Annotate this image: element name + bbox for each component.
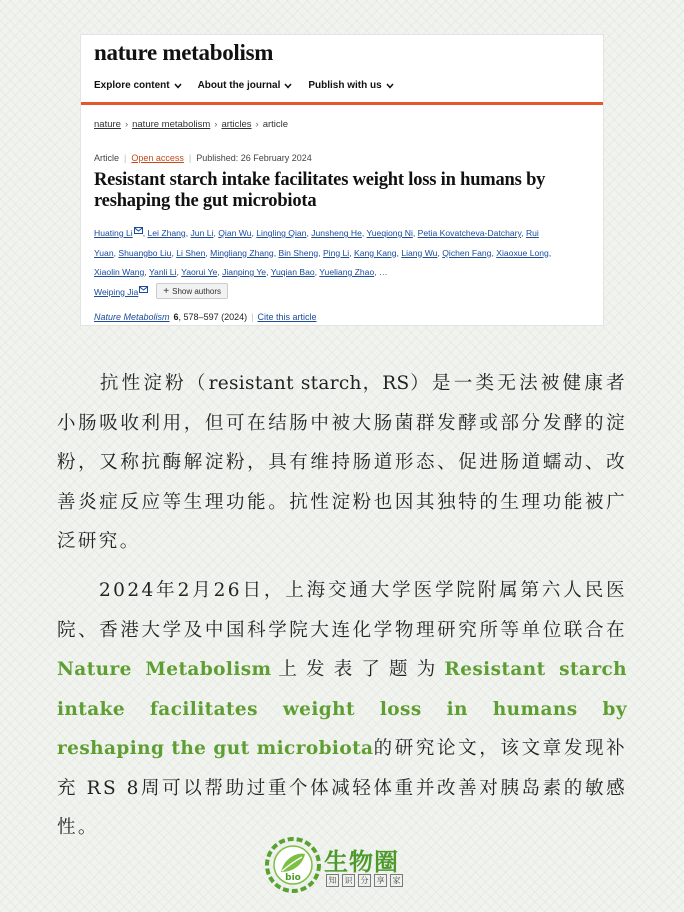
breadcrumb-separator: › [255, 119, 259, 130]
leaf-circle-bio-logo [264, 836, 322, 894]
footer-brand-logo [264, 836, 424, 896]
breadcrumb [94, 119, 288, 130]
author-link[interactable]: Yaorui Ye [181, 267, 218, 277]
citation-pages: , 578–597 (2024) [178, 312, 248, 322]
citation-divider: | [251, 312, 254, 322]
authors-ellipsis: … [379, 267, 388, 277]
tagline-char: 享 [374, 874, 387, 887]
author-link[interactable]: Rui Yuan [94, 228, 539, 258]
cite-this-article-link[interactable]: Cite this article [257, 312, 317, 322]
study-paragraph: 2024年2月26日，上海交通大学医学院附属第六人民医院、香港大学及中国科学院大连化学物理研究所等单位联合在Nature Metabolism上发表了题为Resistant starch intake facilitates weight loss in humans by reshaping the gut microbiota的研究论文，该文章发现补充 RS 8周可以帮助过重个体减轻体重并改善对胰岛素的敏感性。 [57, 580, 627, 838]
author-link[interactable]: Mingliang Zhang [210, 247, 274, 258]
author-link[interactable]: Petia Kovatcheva-Datchary [417, 228, 522, 238]
brand-name: 生物圈 [324, 848, 399, 876]
envelope-icon[interactable] [134, 227, 143, 234]
author-link[interactable]: Qian Wu [218, 228, 252, 238]
journal-logo[interactable]: nature metabolism [94, 40, 274, 65]
breadcrumb-separator: › [124, 119, 129, 130]
journal-nav [94, 80, 394, 91]
tagline-char: 知 [326, 874, 339, 887]
article-title: Resistant starch intake facilitates weight loss in humans by reshaping the gut microbiota [94, 170, 546, 211]
show-authors-button[interactable]: + Show authors [156, 283, 228, 299]
chevron-down-icon [284, 83, 292, 89]
article-type: Article [94, 153, 120, 163]
intro-paragraph: 抗性淀粉（resistant starch，RS）是一类无法被健康者小肠吸收利用，但可在结肠中被大肠菌群发酵或部分发酵的淀粉，又称抗酶解淀粉，具有维持肠道形态、促进肠道蠕动、改善炎症反应等生理功能。抗性淀粉也因其独特的生理功能被广泛研究。 [57, 373, 627, 552]
envelope-icon[interactable] [139, 286, 148, 293]
author-link[interactable]: Qichen Fang [442, 247, 492, 258]
author-link[interactable]: Li Shen [176, 247, 206, 258]
breadcrumb-nature-metabolism[interactable]: nature metabolism [132, 119, 211, 130]
author-link[interactable]: Junsheng He [311, 228, 362, 238]
nav-explore-content[interactable]: Explore content [94, 80, 182, 91]
chevron-down-icon [386, 83, 394, 89]
author-link[interactable]: Shuangbo Liu [118, 247, 172, 258]
author-link[interactable]: Xiaoxue Long [496, 247, 549, 258]
breadcrumb-articles[interactable]: articles [221, 119, 252, 130]
author-link[interactable]: Liang Wu [401, 247, 438, 258]
author-link[interactable]: Jun Li [190, 228, 214, 238]
author-link[interactable]: Huating Li [94, 228, 133, 238]
article-meta [94, 153, 312, 163]
author-link[interactable]: Lei Zhang [147, 228, 186, 238]
author-link[interactable]: Yueqiong Ni [366, 228, 413, 238]
breadcrumb-current: article [262, 119, 289, 130]
author-link[interactable]: Xiaolin Wang [94, 267, 145, 277]
published-date: Published: 26 February 2024 [196, 153, 312, 163]
citation-line [94, 312, 316, 322]
author-link[interactable]: Lingling Qian [256, 228, 307, 238]
brand-tagline [326, 874, 403, 887]
tagline-char: 分 [358, 874, 371, 887]
author-link[interactable]: Weiping Jia [94, 286, 139, 297]
citation-journal-link[interactable]: Nature Metabolism [94, 312, 170, 322]
highlight-article-title: Resistant starch intake facilitates weight loss in humans by reshaping the gut microbiota [57, 659, 627, 759]
author-link[interactable]: Yanli Li [148, 267, 177, 277]
citation-volume: 6 [173, 312, 179, 322]
tagline-char: 家 [390, 874, 403, 887]
author-link[interactable]: Yueliang Zhao [319, 267, 375, 277]
breadcrumb-nature[interactable]: nature [94, 119, 121, 130]
nav-publish-with-us[interactable]: Publish with us [308, 80, 393, 91]
meta-divider: | [124, 153, 127, 163]
tagline-char: 识 [342, 874, 355, 887]
nav-about-journal[interactable]: About the journal [198, 80, 293, 91]
highlight-journal-name: Nature Metabolism [57, 659, 272, 680]
breadcrumb-separator: › [214, 119, 218, 130]
meta-divider: | [188, 153, 192, 163]
open-access-link[interactable]: Open access [131, 153, 184, 163]
article-screenshot-card [80, 34, 604, 326]
author-link[interactable]: Bin Sheng [278, 247, 319, 258]
author-link[interactable]: Kang Kang [354, 247, 397, 258]
chevron-down-icon [174, 83, 182, 89]
svg-text:bio: bio [285, 873, 301, 883]
author-link[interactable]: Yuqian Bao [270, 267, 315, 277]
plus-icon: + [163, 285, 170, 297]
author-link[interactable]: Jianping Ye [222, 267, 267, 277]
author-list: Huating Li , Lei Zhang, Jun Li, Qian Wu, Lingling Qian, Junsheng He, Yueqiong Ni, Petia Kovatcheva-Datchary, Rui Yuan, Shuangbo Liu, Li Shen, Mingliang Zhang, Bin Sheng, Ping Li, Kang Kang, Liang Wu, Qichen Fang, Xiaoxue Long, Xiaolin Wang, Yanli Li, Yaorui Ye, Jianping Ye, Yuqian Bao, Yueliang Zhao, … Weiping Jia + Show authors [94, 224, 554, 302]
accent-divider [81, 102, 603, 105]
author-link[interactable]: Ping Li [322, 247, 350, 258]
